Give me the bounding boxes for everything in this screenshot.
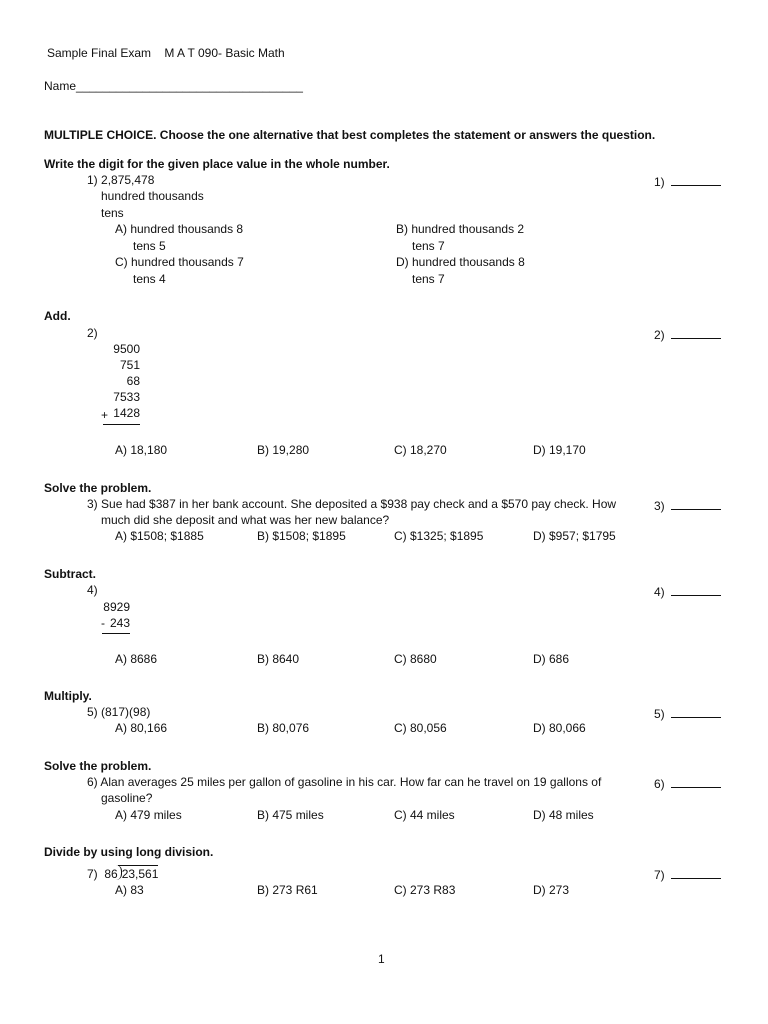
choice-c[interactable]: C) $1325; $1895 — [394, 529, 484, 543]
question-number: 5) (817)(98) — [87, 705, 151, 719]
page-number: 1 — [378, 952, 385, 966]
minuend: 8929 — [103, 600, 130, 614]
choice-c[interactable]: C) 44 miles — [394, 808, 455, 822]
choice-a[interactable]: A) 18,180 — [115, 443, 168, 457]
choice-d[interactable]: D) hundred thousands 8 — [396, 255, 525, 269]
choice-a[interactable]: A) $1508; $1885 — [115, 529, 204, 543]
dividend: 23,561 — [121, 867, 159, 881]
choice-c[interactable]: C) 8680 — [394, 652, 437, 666]
name-line: __________________________________ — [76, 79, 303, 93]
choice-c[interactable]: C) hundred thousands 7 — [115, 255, 244, 269]
divisor: 86 — [104, 867, 118, 881]
choice-b[interactable]: B) $1508; $1895 — [257, 529, 346, 543]
section-heading: Write the digit for the given place value in the whole number. — [44, 157, 390, 171]
choice-c[interactable]: C) 18,270 — [394, 443, 447, 457]
answer-blank[interactable]: 2) — [654, 326, 721, 343]
section-heading: Add. — [44, 309, 71, 323]
question-text: tens — [101, 206, 124, 220]
question-text: hundred thousands — [101, 189, 204, 203]
choice-a[interactable]: A) 80,166 — [115, 721, 168, 735]
name-field[interactable] — [44, 78, 303, 94]
choice-a[interactable]: A) 8686 — [115, 652, 158, 666]
name-label: Name — [44, 79, 77, 93]
choice-d[interactable]: D) 80,066 — [533, 721, 586, 735]
difference-rule — [102, 633, 130, 634]
choice-d[interactable]: D) 19,170 — [533, 443, 586, 457]
choice-a[interactable]: A) 83 — [115, 883, 144, 897]
section-heading: Subtract. — [44, 567, 97, 581]
choice-b[interactable]: B) 273 R61 — [257, 883, 318, 897]
choice-c[interactable]: C) 273 R83 — [394, 883, 456, 897]
question-text: Alan averages 25 miles per gallon of gasoline in his car. How far can he travel on 19 gallons of — [100, 775, 602, 789]
question-text: gasoline? — [101, 791, 153, 805]
choice-a[interactable]: A) hundred thousands 8 — [115, 222, 244, 236]
addend: 9500 — [113, 342, 140, 356]
section-heading: Solve the problem. — [44, 759, 152, 773]
question-number: 1) 2,875,478 — [87, 173, 155, 187]
choice-d[interactable]: D) 48 miles — [533, 808, 594, 822]
instructions: MULTIPLE CHOICE. Choose the one alternative that best completes the statement or answers the question. — [44, 128, 656, 142]
question-number: 2) — [87, 326, 98, 340]
answer-blank[interactable]: 7) — [654, 866, 721, 883]
choice-d[interactable]: D) 686 — [533, 652, 570, 666]
question-text: 2,875,478 — [101, 173, 155, 187]
plus-sign: + — [101, 408, 109, 422]
answer-blank[interactable]: 6) — [654, 775, 721, 792]
question-text: Sue had $387 in her bank account. She deposited a $938 pay check and a $570 pay check. How — [101, 497, 617, 511]
question-number: 7) 86 23,561 — [87, 867, 159, 881]
choice-b[interactable]: B) hundred thousands 2 — [396, 222, 525, 236]
sum-rule — [103, 424, 140, 425]
exam-title: Sample Final Exam M A T 090- Basic Math — [47, 46, 285, 60]
choice-b[interactable]: B) 8640 — [257, 652, 300, 666]
choice-d[interactable]: D) 273 — [533, 883, 570, 897]
choice-d[interactable]: D) $957; $1795 — [533, 529, 616, 543]
choice-a[interactable]: A) 479 miles — [115, 808, 182, 822]
question-text: (817)(98) — [101, 705, 151, 719]
question-text: much did she deposit and what was her new balance? — [101, 513, 390, 527]
choice-b[interactable]: B) 475 miles — [257, 808, 324, 822]
choice-a-line2: tens 5 — [133, 239, 166, 253]
addend: 1428 — [113, 406, 140, 420]
choice-b[interactable]: B) 19,280 — [257, 443, 310, 457]
addend: 68 — [126, 374, 140, 388]
choice-c[interactable]: C) 80,056 — [394, 721, 447, 735]
choice-b[interactable]: B) 80,076 — [257, 721, 310, 735]
answer-blank[interactable]: 1) — [654, 173, 721, 190]
minus-sign: - — [101, 616, 105, 630]
answer-blank[interactable]: 3) — [654, 497, 721, 514]
long-division-bracket — [118, 865, 159, 882]
answer-blank[interactable]: 4) — [654, 583, 721, 600]
addend: 7533 — [113, 390, 140, 404]
choice-d-line2: tens 7 — [412, 272, 445, 286]
choice-b-line2: tens 7 — [412, 239, 445, 253]
course-name: M A T 090- Basic Math — [164, 46, 285, 60]
choice-c-line2: tens 4 — [133, 272, 166, 286]
section-heading: Divide by using long division. — [44, 845, 214, 859]
section-heading: Solve the problem. — [44, 481, 152, 495]
question-number: 4) — [87, 583, 98, 597]
subtrahend: 243 — [109, 616, 130, 630]
question-number: 3) Sue had $387 in her bank account. She deposited a $938 pay check and a $570 pay check. How — [87, 497, 617, 511]
question-number: 6) Alan averages 25 miles per gallon of gasoline in his car. How far can he travel on 19 gallons of — [87, 775, 602, 789]
addend: 751 — [119, 358, 140, 372]
section-heading: Multiply. — [44, 689, 92, 703]
answer-blank[interactable]: 5) — [654, 705, 721, 722]
